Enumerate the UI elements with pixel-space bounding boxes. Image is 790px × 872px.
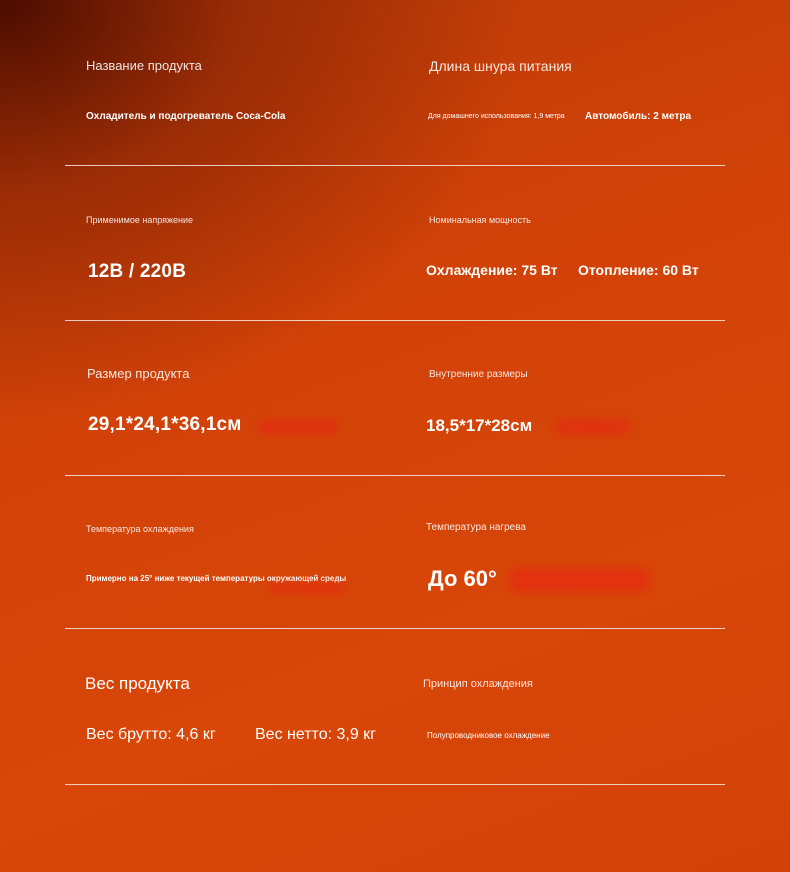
cooling-temp-label: Температура охлаждения [86,524,194,534]
inner-size-label: Внутренние размеры [429,369,528,380]
text-smudge [258,420,338,434]
spec-row-5 [65,628,725,785]
heating-temp-value: До 60° [428,566,497,591]
product-name-label: Название продукта [86,58,202,73]
text-smudge [270,583,345,593]
cooling-principle-label: Принцип охлаждения [423,678,533,690]
spec-row-3 [65,320,725,476]
power-label: Номинальная мощность [429,215,531,225]
cooling-temp-value: Примерно на 25° ниже текущей температуры окружающей среды [86,574,347,583]
weight-net-value: Вес нетто: 3,9 кг [255,726,377,743]
power-heating-value: Отопление: 60 Вт [578,262,699,278]
text-smudge [510,568,650,592]
cord-length-label: Длина шнура питания [429,58,572,74]
weight-label: Вес продукта [85,674,190,693]
voltage-label: Применимое напряжение [86,215,194,225]
size-label: Размер продукта [87,366,190,381]
spec-row-2 [65,165,725,321]
power-cooling-value: Охлаждение: 75 Вт [426,262,558,278]
inner-size-value: 18,5*17*28см [426,416,533,435]
heating-temp-label: Температура нагрева [426,522,526,533]
size-value: 29,1*24,1*36,1см [88,414,242,435]
voltage-value: 12В / 220В [88,261,187,282]
text-smudge [555,420,630,434]
weight-gross-value: Вес брутто: 4,6 кг [86,726,216,743]
cord-car-value: Автомобиль: 2 метра [585,111,692,122]
product-name-value: Охладитель и подогреватель Coca-Cola [86,111,286,122]
spec-row-1 [65,0,725,166]
spec-row-4 [65,475,725,629]
cord-home-value: Для домашнего использования: 1,9 метра [428,113,565,120]
cooling-principle-value: Полупроводниковое охлаждение [427,731,550,740]
